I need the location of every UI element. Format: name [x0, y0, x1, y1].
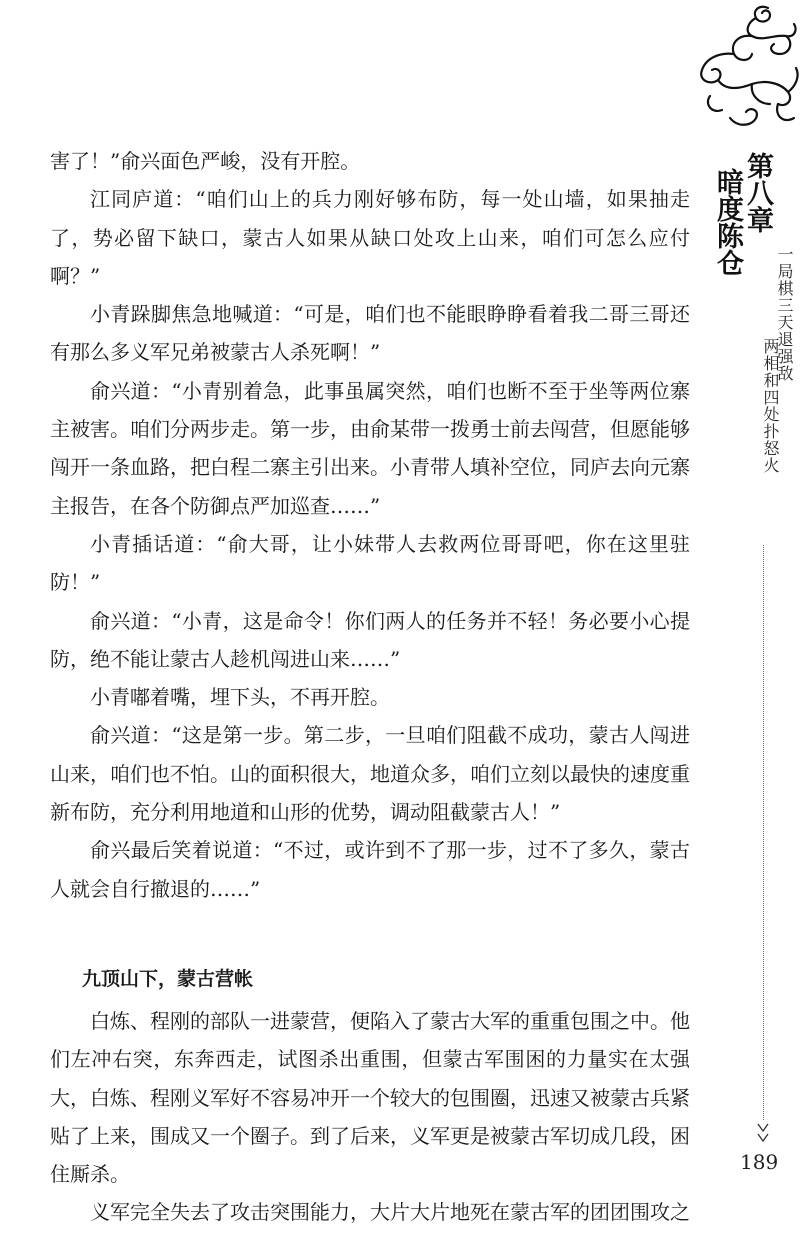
body-text [50, 142, 690, 1232]
cloud-icon [690, 0, 800, 150]
paragraph-7: 小青嘟着嘴，埋下头，不再开腔。 [90, 685, 390, 710]
paragraph-2: 江同庐道：“咱们山上的兵力刚好够布防，每一处山墙，如果抽走了，势必留下缺口，蒙古人如果从缺口处攻上山来，咱们可怎么应付啊？” [50, 187, 690, 288]
section-paragraph-2: 义军完全失去了攻击突围能力，大片大片地死在蒙古军的团团围攻之 [90, 1200, 690, 1225]
paragraph-3: 小青跺脚焦急地喊道：“可是，咱们也不能眼睁睁看着我二哥三哥还有那么多义军兄弟被蒙古人杀死啊！” [50, 302, 690, 365]
paragraph-1: 害了！”俞兴面色严峻，没有开腔。 [50, 149, 361, 173]
paragraph-9: 俞兴最后笑着说道：“不过，或许到不了那一步，过不了多久，蒙古人就会自行撤退的……” [50, 838, 690, 901]
section-heading: 九顶山下，蒙古营帐 [82, 967, 254, 990]
chapter-title [712, 152, 773, 276]
margin-dotted-rule [763, 545, 764, 1120]
paragraph-8: 俞兴道：“这是第一步。第二步，一旦咱们阻截不成功，蒙古人闯进山来，咱们也不怕。山的面积很大，地道众多，咱们立刻以最快的速度重新布防，充分利用地道和山形的优势，调动阻截蒙古人！” [50, 723, 690, 825]
double-chevron-down-icon [755, 1118, 771, 1148]
section-paragraph-1: 白炼、程刚的部队一进蒙营，便陷入了蒙古大军的重重包围之中。他们左冲右突，东奔西走，试图杀出重围，但蒙古军围困的力量实在太强大，白炼、程刚义军好不容易冲开一个较大的包围圈，迅速又被蒙古兵紧贴了上来，围成又一个圈子。到了后来，义军更是被蒙古军切成几段，困住厮杀。 [50, 1008, 690, 1187]
chapter-label: 第八章 [742, 152, 773, 233]
paragraph-4: 俞兴道：“小青别着急，此事虽属突然，咱们也断不至于坐等两位寨主被害。咱们分两步走。第一步，由俞某带一拨勇士前去闯营，但愿能够闯开一条血路，把白程二寨主引出来。小青带人填补空位，同庐去向元寨主报告，在各个防御点严加巡查……” [50, 378, 690, 518]
page-number: 189 [740, 1150, 779, 1174]
paragraph-5: 小青插话道：“俞大哥，让小妹带人去救两位哥哥吧，你在这里驻防！” [50, 531, 690, 595]
paragraph-6: 俞兴道：“小青，这是命令！你们两人的任务并不轻！务必要小心提防，绝不能让蒙古人趁机闯进山来……” [50, 608, 690, 671]
chapter-subtitle-2: 两相和四处扑怒火 [761, 338, 780, 474]
chapter-name: 暗度陈仓 [712, 168, 743, 276]
chapter-subtitle-1: 一局棋三天退强敌 [775, 246, 794, 382]
